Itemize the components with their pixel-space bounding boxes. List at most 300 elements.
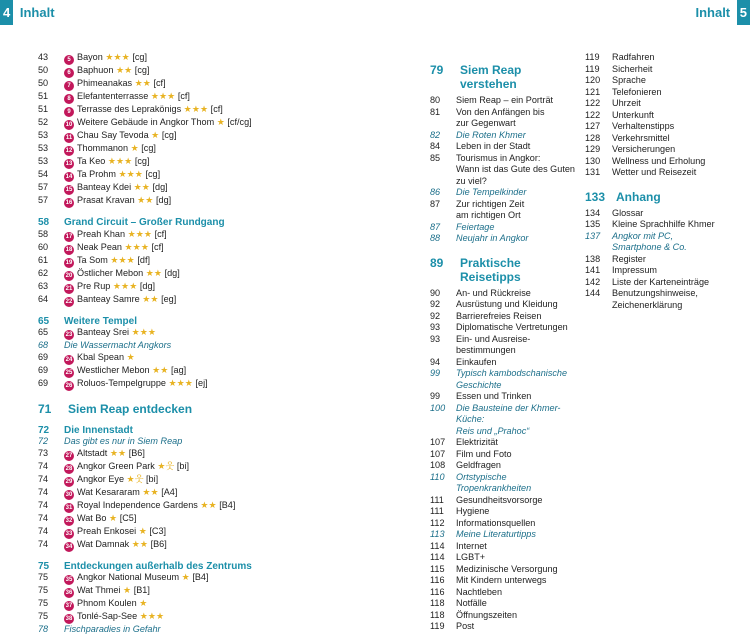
toc-entry[interactable] <box>430 541 575 553</box>
entry-title: Prasat Kravan <box>77 195 135 205</box>
entry-title: am richtigen Ort <box>456 210 521 220</box>
map-grid-ref: [ag] <box>171 364 187 375</box>
toc-entry[interactable] <box>430 495 575 507</box>
toc-entry[interactable] <box>38 448 278 461</box>
entry-text <box>64 294 278 307</box>
entry-title: Terrasse des Leprakönigs <box>77 104 182 114</box>
star-rating-icon: ★ <box>126 473 135 484</box>
entry-title: Einkaufen <box>456 356 497 367</box>
page-number: 107 <box>430 448 446 459</box>
entry-title: Kbal Spean <box>77 351 125 362</box>
map-marker-icon: 11 <box>65 135 73 141</box>
star-rating-icon: ★★★ <box>107 156 133 166</box>
page-number: 135 <box>585 219 601 229</box>
toc-entry[interactable] <box>430 199 575 211</box>
page-number: 75 <box>38 560 50 572</box>
toc-entry[interactable] <box>430 529 575 541</box>
map-marker-icon: 16 <box>65 200 73 206</box>
toc-entry[interactable] <box>430 118 575 130</box>
page-number: 130 <box>585 155 601 166</box>
toc-entry[interactable] <box>38 539 278 552</box>
entry-text <box>64 461 278 474</box>
star-rating-icon: ★★ <box>142 486 159 497</box>
entry-title: Angkor mit PC, <box>612 230 674 241</box>
entry-text <box>460 63 575 91</box>
entry-title: Die Innenstadt <box>64 424 133 436</box>
entry-title: Wat Thmei <box>77 585 121 595</box>
toc-entry[interactable] <box>430 483 575 495</box>
entry-title: Leben in der Stadt <box>456 141 531 151</box>
entry-text <box>64 255 278 268</box>
entry-text <box>612 52 735 64</box>
map-marker-icon: 15 <box>65 187 73 193</box>
toc-entry[interactable] <box>38 52 278 65</box>
toc-entry[interactable] <box>38 156 278 169</box>
toc-entry[interactable] <box>38 229 278 242</box>
entry-text <box>456 541 575 553</box>
star-rating-icon: ★★★ <box>168 377 193 388</box>
toc-entry[interactable] <box>430 299 575 311</box>
star-rating-icon: ★★★ <box>110 254 135 265</box>
entry-title: LGBT+ <box>456 552 486 562</box>
star-rating-icon: ★★ <box>137 195 154 205</box>
toc-entry[interactable] <box>430 176 575 188</box>
entry-text <box>456 299 575 311</box>
entry-text <box>456 222 575 234</box>
entry-title: Reis und „Prahoc“ <box>456 425 530 436</box>
entry-text <box>456 311 575 323</box>
entry-title: Elektrizität <box>456 437 498 447</box>
star-rating-icon: ★ <box>130 143 139 153</box>
entry-text <box>456 472 575 484</box>
entry-title: Nachtleben <box>456 586 503 597</box>
map-grid-ref: [cg] <box>134 65 150 75</box>
entry-title: Ein- und Ausreise- <box>456 333 531 344</box>
page-number: 133 <box>585 189 606 204</box>
toc-entry[interactable] <box>38 365 278 378</box>
entry-text <box>64 585 278 598</box>
entry-text <box>64 474 278 487</box>
chapter-heading[interactable] <box>585 190 735 204</box>
header-title-right: Inhalt <box>695 5 731 20</box>
toc-entry[interactable] <box>430 564 575 576</box>
star-rating-icon: ★★★ <box>139 611 165 621</box>
page-number: 119 <box>585 63 600 74</box>
toc-entry[interactable] <box>430 575 575 587</box>
star-rating-icon: ★★ <box>131 538 149 549</box>
star-rating-icon: ★★★ <box>112 280 138 291</box>
entry-title: Preah Khan <box>77 228 126 239</box>
map-grid-ref: [C5] <box>119 512 137 523</box>
entry-title: Typisch kambodschanische <box>456 368 568 378</box>
page-number: 99 <box>430 391 441 401</box>
toc-entry[interactable] <box>38 487 278 500</box>
page-number: 114 <box>430 540 445 551</box>
toc-entry[interactable] <box>430 357 575 369</box>
toc-entry[interactable] <box>585 87 735 99</box>
star-rating-icon: ★★ <box>134 78 151 88</box>
map-marker-icon: 12 <box>65 148 73 154</box>
toc-entry[interactable] <box>585 219 735 231</box>
entry-title: Altstadt <box>77 447 108 458</box>
toc-entry[interactable] <box>430 621 575 633</box>
entry-text <box>456 483 575 495</box>
entry-text <box>456 233 575 245</box>
toc-entry[interactable] <box>38 169 278 182</box>
map-marker-icon: 36 <box>65 590 73 596</box>
toc-entry[interactable] <box>38 281 278 294</box>
entry-text <box>64 561 278 573</box>
entry-text <box>612 254 735 266</box>
star-rating-icon: ★★★ <box>124 241 149 252</box>
entry-title: Die Wassermacht Angkors <box>64 340 172 350</box>
entry-title: Weitere Gebäude in Angkor Thom <box>77 117 215 127</box>
page-number-right: 5 <box>737 0 750 25</box>
toc-entry[interactable] <box>430 403 575 426</box>
page-number: 144 <box>585 288 601 298</box>
entry-title: Grand Circuit – Großer Rundgang <box>64 217 225 228</box>
toc-entry[interactable] <box>430 322 575 334</box>
map-grid-ref: [dg] <box>152 182 168 192</box>
entry-text <box>64 78 278 91</box>
toc-entry[interactable] <box>38 585 278 598</box>
toc-entry[interactable] <box>585 277 735 289</box>
toc-column-3 <box>585 52 735 311</box>
toc-entry[interactable] <box>430 368 575 380</box>
toc-entry[interactable] <box>430 345 575 357</box>
entry-text <box>456 380 575 392</box>
map-grid-ref: [cg] <box>145 169 161 179</box>
entry-text <box>456 506 575 518</box>
page-number: 110 <box>430 471 445 482</box>
entry-text <box>616 190 735 204</box>
page-number: 90 <box>430 287 441 298</box>
star-rating-icon: ★ <box>181 572 190 582</box>
page-number: 51 <box>38 91 49 101</box>
star-rating-icon: ★★ <box>109 447 127 458</box>
toc-entry[interactable] <box>38 500 278 513</box>
entry-title: Tonlé-Sap-See <box>77 611 138 621</box>
map-grid-ref: [bi] <box>176 460 189 471</box>
toc-entry[interactable] <box>585 156 735 168</box>
toc-entry[interactable] <box>430 164 575 176</box>
section-heading[interactable] <box>38 316 278 328</box>
map-grid-ref: [eg] <box>161 293 177 304</box>
entry-title: Register <box>612 253 646 264</box>
toc-entry[interactable] <box>430 506 575 518</box>
toc-entry[interactable] <box>430 552 575 564</box>
toc-entry[interactable] <box>585 52 735 64</box>
toc-entry[interactable] <box>430 426 575 438</box>
entry-text <box>456 495 575 507</box>
star-rating-icon: ★★ <box>152 364 169 375</box>
chapter-heading[interactable] <box>430 63 575 91</box>
toc-entry[interactable] <box>38 78 278 91</box>
star-rating-icon: ★ <box>138 525 147 536</box>
page-number: 92 <box>430 310 441 321</box>
chapter-heading[interactable] <box>38 402 278 416</box>
entry-text <box>612 121 735 133</box>
toc-entry[interactable] <box>38 624 278 636</box>
entry-text <box>612 98 735 110</box>
toc-entry[interactable] <box>430 460 575 472</box>
entry-title: Elefantenterrasse <box>77 91 149 101</box>
toc-entry[interactable] <box>585 254 735 266</box>
entry-title: Roluos-Tempelgruppe <box>77 377 166 388</box>
toc-entry[interactable] <box>38 143 278 156</box>
page-number: 118 <box>430 609 445 620</box>
toc-entry[interactable] <box>430 587 575 599</box>
entry-text <box>612 208 735 220</box>
toc-entry[interactable] <box>585 64 735 76</box>
entry-title: Notfälle <box>456 598 487 608</box>
page-number: 53 <box>38 143 49 153</box>
page-number: 122 <box>585 109 601 120</box>
map-marker-icon: 28 <box>65 465 73 472</box>
toc-entry[interactable] <box>430 311 575 323</box>
section-heading[interactable] <box>38 561 278 573</box>
entry-text <box>612 144 735 156</box>
star-rating-icon: ★★★ <box>127 228 153 239</box>
toc-entry[interactable] <box>585 167 735 179</box>
star-rating-icon: ★ <box>157 460 166 471</box>
entry-title: Benutzungshinweise, <box>612 288 698 298</box>
page-number: 92 <box>430 299 441 309</box>
entry-text <box>64 436 278 448</box>
entry-text <box>456 199 575 211</box>
toc-entry[interactable] <box>38 572 278 585</box>
page-number: 69 <box>38 364 49 375</box>
toc-entry[interactable] <box>430 153 575 165</box>
entry-title: Siem Reap – ein Porträt <box>456 95 554 105</box>
toc-entry[interactable] <box>38 104 278 117</box>
header-right <box>695 0 750 25</box>
chapter-heading[interactable] <box>430 256 575 284</box>
entry-title: Ta Prohm <box>77 169 116 179</box>
toc-entry[interactable] <box>585 121 735 133</box>
entry-title: Siem Reap verstehen <box>460 63 522 91</box>
entry-title: Smartphone & Co. <box>612 242 687 252</box>
toc-entry[interactable] <box>38 195 278 208</box>
toc-entry[interactable] <box>38 327 278 340</box>
toc-entry[interactable] <box>430 130 575 142</box>
page-number: 134 <box>585 207 601 218</box>
page-number: 69 <box>38 351 49 362</box>
page-number: 131 <box>585 167 601 177</box>
entry-text <box>64 327 278 340</box>
star-rating-icon: ★★ <box>200 499 217 510</box>
toc-entry[interactable] <box>585 75 735 87</box>
toc-entry[interactable] <box>38 242 278 255</box>
entry-text <box>456 460 575 472</box>
toc-entry[interactable] <box>38 182 278 195</box>
entry-title: Zeichenerklärung <box>612 299 683 310</box>
section-heading[interactable] <box>38 425 278 437</box>
toc-entry[interactable] <box>38 611 278 624</box>
star-rating-icon: ★★ <box>142 293 159 304</box>
entry-title: Wat Kesararam <box>77 486 140 497</box>
toc-entry[interactable] <box>38 598 278 611</box>
map-grid-ref: [dg] <box>156 195 172 205</box>
toc-entry[interactable] <box>38 130 278 143</box>
map-grid-ref: [cf] <box>151 241 164 252</box>
toc-entry[interactable] <box>430 518 575 530</box>
toc-entry[interactable] <box>38 474 278 487</box>
toc-entry[interactable] <box>585 242 735 254</box>
star-rating-icon: ★ <box>139 598 148 608</box>
section-heading[interactable] <box>38 217 278 229</box>
entry-text <box>64 104 278 117</box>
entry-title: Fischparadies in Gefahr <box>64 624 161 634</box>
toc-entry[interactable] <box>585 144 735 156</box>
entry-text <box>68 402 278 416</box>
page-number: 88 <box>430 233 441 243</box>
page-number-left: 4 <box>0 0 13 25</box>
entry-text <box>64 448 278 461</box>
toc-entry[interactable] <box>38 461 278 474</box>
toc-entry[interactable] <box>585 110 735 122</box>
entry-text <box>64 316 278 328</box>
toc-entry[interactable] <box>430 472 575 484</box>
entry-text <box>612 242 735 254</box>
toc-entry[interactable] <box>38 255 278 268</box>
toc-entry[interactable] <box>430 210 575 222</box>
entry-title: Banteay Srei <box>77 327 130 337</box>
toc-entry[interactable] <box>430 141 575 153</box>
toc-entry[interactable] <box>430 233 575 245</box>
map-grid-ref: [C3] <box>149 525 167 536</box>
page-number: 51 <box>38 104 49 114</box>
map-grid-ref: [cf] <box>154 228 167 239</box>
header-title-left: Inhalt <box>19 5 55 20</box>
entry-title: Wann ist das Gute des Guten <box>456 164 575 174</box>
toc-entry[interactable] <box>585 265 735 277</box>
toc-entry[interactable] <box>430 222 575 234</box>
page-number: 61 <box>38 254 49 265</box>
map-marker-icon: 5 <box>64 55 74 65</box>
toc-entry[interactable] <box>38 65 278 78</box>
toc-entry[interactable] <box>430 380 575 392</box>
page-number: 87 <box>430 221 441 232</box>
entry-text <box>64 539 278 552</box>
entry-title: Baphuon <box>77 65 114 75</box>
entry-text <box>456 118 575 130</box>
star-rating-icon: ★ <box>151 130 160 140</box>
star-rating-icon: ★★ <box>115 65 133 75</box>
map-marker-icon: 24 <box>65 356 73 363</box>
entry-text <box>64 182 278 195</box>
toc-entry[interactable] <box>430 598 575 610</box>
entry-text <box>612 167 735 179</box>
toc-entry[interactable] <box>430 610 575 622</box>
toc-entry[interactable] <box>38 340 278 352</box>
toc-entry[interactable] <box>430 95 575 107</box>
toc-entry[interactable] <box>430 288 575 300</box>
toc-entry[interactable] <box>38 526 278 539</box>
entry-title: Verkehrsmittel <box>612 132 670 143</box>
toc-entry[interactable] <box>585 300 735 312</box>
page-number: 52 <box>38 117 49 127</box>
page-number: 116 <box>430 586 445 597</box>
toc-entry[interactable] <box>38 91 278 104</box>
entry-title: An- und Rückreise <box>456 287 531 298</box>
entry-title: Ausrüstung und Kleidung <box>456 299 558 309</box>
entry-text <box>456 575 575 587</box>
page-number: 63 <box>38 280 49 291</box>
page-number: 115 <box>430 563 445 574</box>
entry-text <box>64 378 278 391</box>
star-rating-icon: ★★★ <box>118 169 143 179</box>
entry-text <box>64 526 278 539</box>
entry-title: bestimmungen <box>456 345 516 355</box>
toc-entry[interactable] <box>38 378 278 391</box>
page-number: 82 <box>430 129 441 140</box>
entry-title: Anhang <box>616 189 661 204</box>
entry-text <box>456 334 575 346</box>
toc-entry[interactable] <box>38 513 278 526</box>
entry-title: Das gibt es nur in Siem Reap <box>64 436 183 446</box>
toc-entry[interactable] <box>430 449 575 461</box>
toc-entry[interactable] <box>430 391 575 403</box>
toc-entry[interactable] <box>585 231 735 243</box>
entry-text <box>456 187 575 199</box>
entry-title: Unterkunft <box>612 109 654 120</box>
entry-text <box>612 110 735 122</box>
entry-title: Uhrzeit <box>612 98 641 108</box>
entry-text <box>456 449 575 461</box>
toc-entry[interactable] <box>38 117 278 130</box>
page-number: 72 <box>38 436 49 446</box>
toc-entry[interactable] <box>585 208 735 220</box>
entry-title: zur Gegenwart <box>456 118 516 128</box>
toc-entry[interactable] <box>38 352 278 365</box>
page-number: 74 <box>38 499 49 510</box>
map-grid-ref: [B6] <box>150 538 167 549</box>
entry-title: Chau Say Tevoda <box>77 130 149 140</box>
entry-text <box>64 513 278 526</box>
page-number: 93 <box>430 322 441 332</box>
entry-text <box>64 143 278 156</box>
toc-entry[interactable] <box>430 437 575 449</box>
toc-entry[interactable] <box>38 436 278 448</box>
header-left <box>0 0 55 25</box>
toc-entry[interactable] <box>585 288 735 300</box>
toc-entry[interactable] <box>585 98 735 110</box>
toc-entry[interactable] <box>38 268 278 281</box>
entry-text <box>64 425 278 437</box>
toc-entry[interactable] <box>430 334 575 346</box>
entry-title: Phimeanakas <box>77 78 133 88</box>
star-rating-icon: ★ <box>126 351 135 362</box>
map-grid-ref: [B6] <box>128 447 145 458</box>
entry-text <box>456 176 575 188</box>
map-marker-icon: 32 <box>65 517 73 524</box>
page-number: 100 <box>430 402 446 413</box>
toc-entry[interactable] <box>430 107 575 119</box>
toc-entry[interactable] <box>430 187 575 199</box>
toc-entry[interactable] <box>585 133 735 145</box>
entry-title: Essen und Trinken <box>456 391 532 401</box>
page-number: 93 <box>430 333 441 344</box>
entry-text <box>456 564 575 576</box>
kid-friendly-icon: 웃 <box>165 460 175 471</box>
page-number: 74 <box>38 538 49 549</box>
page-number: 138 <box>585 253 601 264</box>
entry-title: Wellness und Erholung <box>612 155 706 166</box>
page-number: 79 <box>430 63 444 77</box>
toc-entry[interactable] <box>38 294 278 307</box>
map-marker-icon: 31 <box>65 504 73 511</box>
